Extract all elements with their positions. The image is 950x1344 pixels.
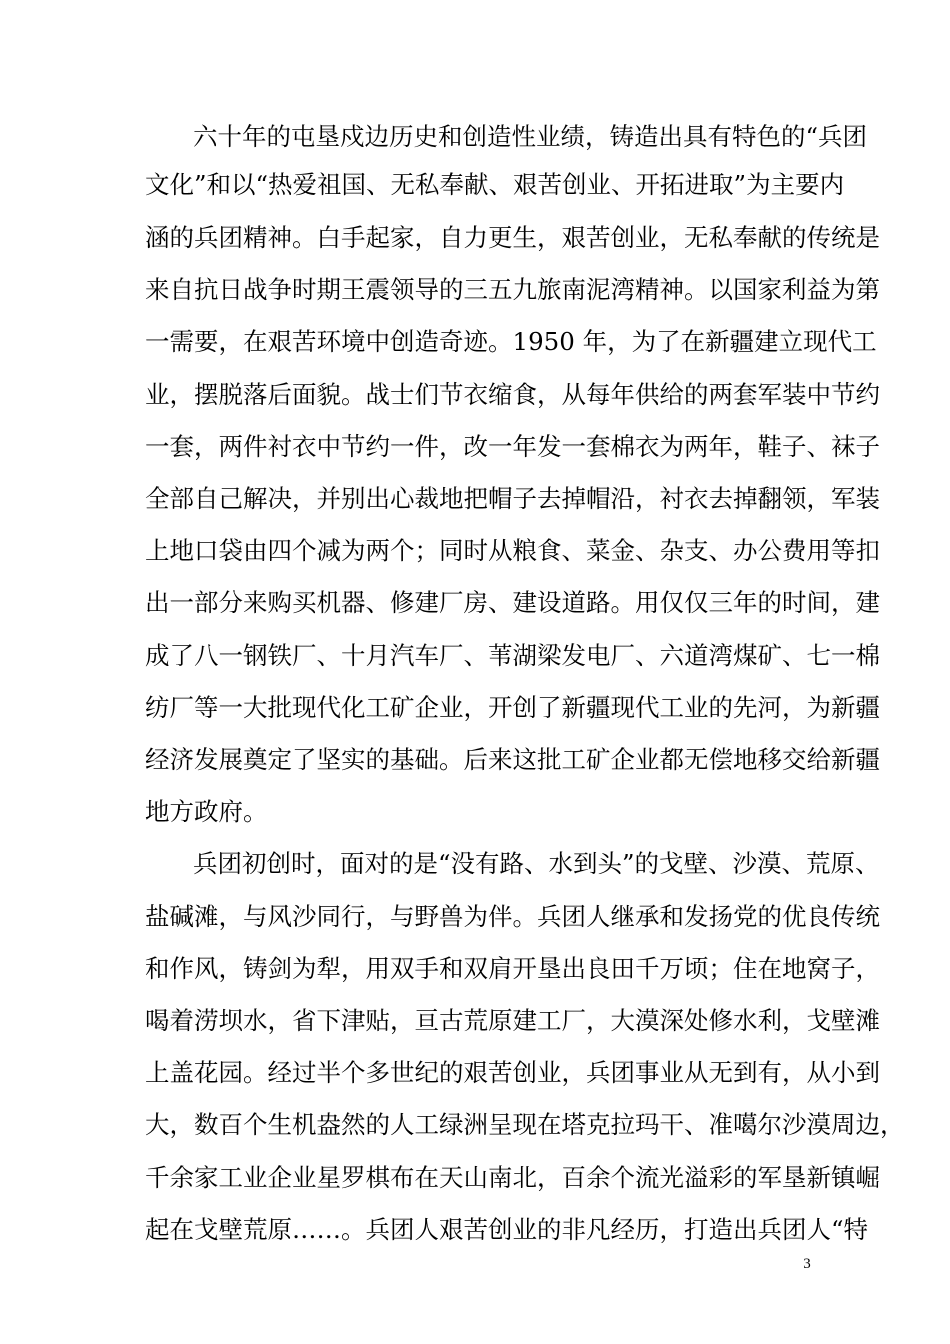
text-line: 经济发展奠定了坚实的基础。后来这批工矿企业都无偿地移交给新疆: [145, 745, 880, 774]
text-line: 大，数百个生机盎然的人工绿洲呈现在塔克拉玛干、准噶尔沙漠周边，: [145, 1110, 905, 1139]
text-line: 纺厂等一大批现代化工矿企业，开创了新疆现代工业的先河，为新疆: [145, 693, 880, 722]
text-line: 业，摆脱落后面貌。战士们节衣缩食，从每年供给的两套军装中节约: [145, 380, 880, 409]
text-line: 和作风，铸剑为犁，用双手和双肩开垦出良田千万顷；住在地窝子，: [145, 954, 880, 983]
text-line: 全部自己解决，并别出心裁地把帽子去掉帽沿，衬衣去掉翻领，军装: [145, 484, 880, 513]
text-line: 兵团初创时，面对的是“没有路、水到头”的戈壁、沙漠、荒原、: [193, 849, 880, 878]
text-line: 一套，两件衬衣中节约一件，改一年发一套棉衣为两年，鞋子、袜子: [145, 432, 880, 461]
page-number: 3: [803, 1256, 811, 1272]
text-line: 一需要，在艰苦环境中创造奇迹。1950 年，为了在新疆建立现代工: [145, 327, 877, 356]
text-line: 涵的兵团精神。白手起家，自力更生，艰苦创业，无私奉献的传统是: [145, 223, 880, 252]
text-line: 地方政府。: [145, 797, 268, 826]
text-line: 文化”和以“热爱祖国、无私奉献、艰苦创业、开拓进取”为主要内: [145, 170, 845, 199]
text-line: 千余家工业企业星罗棋布在天山南北，百余个流光溢彩的军垦新镇崛: [145, 1163, 880, 1192]
text-line: 出一部分来购买机器、修建厂房、建设道路。用仅仅三年的时间，建: [145, 588, 880, 617]
text-line: 来自抗日战争时期王震领导的三五九旅南泥湾精神。以国家利益为第: [145, 275, 880, 304]
text-line: 上地口袋由四个减为两个；同时从粮食、菜金、杂支、办公费用等扣: [145, 536, 880, 565]
text-line: 成了八一钢铁厂、十月汽车厂、苇湖梁发电厂、六道湾煤矿、七一棉: [145, 641, 880, 670]
text-line: 起在戈壁荒原……。兵团人艰苦创业的非凡经历，打造出兵团人“特: [145, 1215, 869, 1244]
text-line: 六十年的屯垦戍边历史和创造性业绩，铸造出具有特色的“兵团: [193, 122, 868, 151]
text-line: 喝着涝坝水，省下津贴，亘古荒原建工厂，大漠深处修水利，戈壁滩: [145, 1006, 880, 1035]
text-line: 盐碱滩，与风沙同行，与野兽为伴。兵团人继承和发扬党的优良传统: [145, 902, 880, 931]
text-line: 上盖花园。经过半个多世纪的艰苦创业，兵团事业从无到有，从小到: [145, 1058, 880, 1087]
